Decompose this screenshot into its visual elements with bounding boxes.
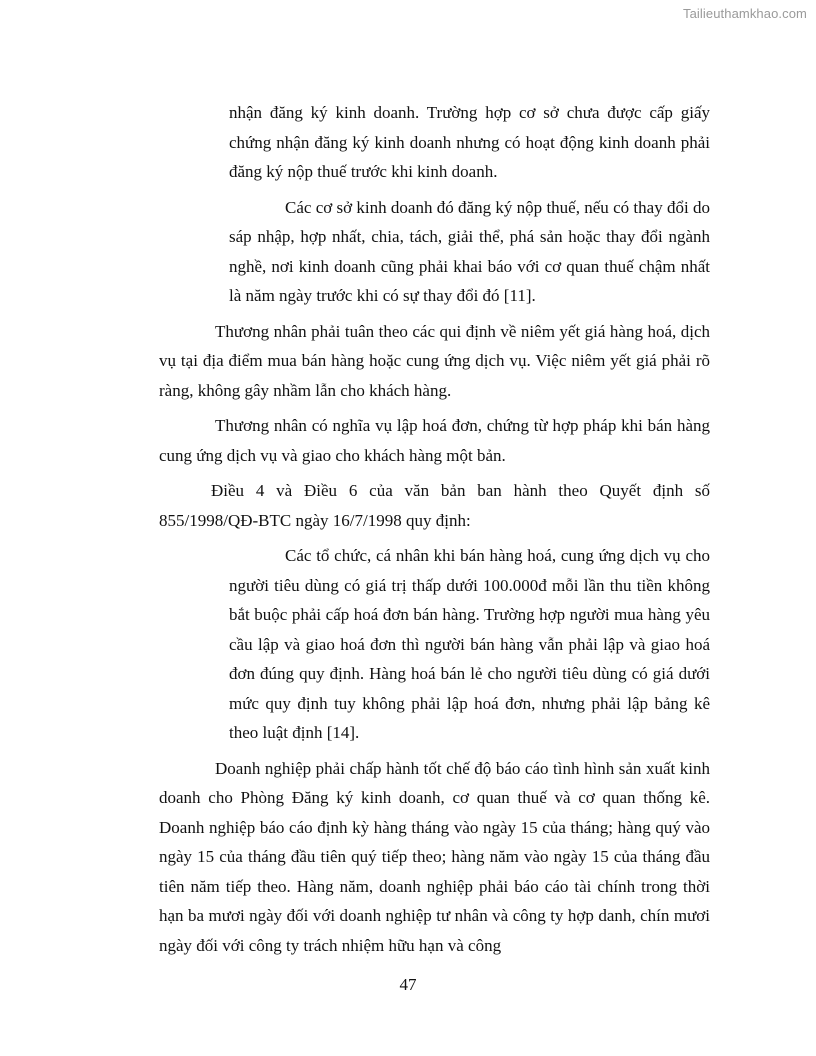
paragraph-reporting-duty: Doanh nghiệp phải chấp hành tốt chế độ báo cáo tình hình sản xuất kinh doanh cho Phòng Đăng ký kinh doanh, cơ quan thuế và cơ quan thống kê. Doanh nghiệp báo cáo định kỳ hàng tháng vào ngày 15 của tháng; hàng quý vào ngày 15 của tháng đầu tiên quý tiếp theo; hàng năm vào ngày 15 của tháng đầu tiên năm tiếp theo. Hàng năm, doanh nghiệp phải báo cáo tài chính trong thời hạn ba mươi ngày đối với doanh nghiệp tư nhân và công ty hợp danh, chín mươi ngày đối với công ty trách nhiệm hữu hạn và công [159, 758, 710, 955]
paragraph-price-listing: Thương nhân phải tuân theo các qui định về niêm yết giá hàng hoá, dịch vụ tại địa điểm mua bán hàng hoặc cung ứng dịch vụ. Việc niêm yết giá phải rõ ràng, không gây nhầm lẫn cho khách hàng. [159, 321, 710, 400]
quote-paragraph-retail-invoice: Các tổ chức, cá nhân khi bán hàng hoá, cung ứng dịch vụ cho người tiêu dùng có giá trị thấp dưới 100.000đ mỗi lần thu tiền không bắt buộc phải cấp hoá đơn bán hàng. Trường hợp người mua hàng yêu cầu lập và giao hoá đơn thì người bán hàng vẫn phải lập và giao hoá đơn đúng quy định. Hàng hoá bán lẻ cho người tiêu dùng có giá dưới mức quy định tuy không phải lập hoá đơn, nhưng phải lập bảng kê theo luật định [14]. [229, 546, 710, 742]
paragraph-decision-reference: Điều 4 và Điều 6 của văn bản ban hành theo Quyết định số 855/1998/QĐ-BTC ngày 16/7/1998 quy định: [159, 481, 710, 530]
paragraph-invoice-duty: Thương nhân có nghĩa vụ lập hoá đơn, chứng từ hợp pháp khi bán hàng cung ứng dịch vụ và giao cho khách hàng một bản. [159, 416, 710, 465]
quote-paragraph-continued: nhận đăng ký kinh doanh. Trường hợp cơ sở chưa được cấp giấy chứng nhận đăng ký kinh doanh nhưng có hoạt động kinh doanh phải đăng ký nộp thuế trước khi kinh doanh. [229, 103, 710, 181]
page-number: 47 [399, 975, 417, 994]
site-watermark: Tailieuthamkhao.com [682, 6, 807, 21]
quote-paragraph-tax-registration: Các cơ sở kinh doanh đó đăng ký nộp thuế, nếu có thay đổi do sáp nhập, hợp nhất, chia, tách, giải thể, phá sản hoặc thay đổi ngành nghề, nơi kinh doanh cũng phải khai báo với cơ quan thuế chậm nhất là năm ngày trước khi có sự thay đổi đó [11]. [229, 197, 710, 305]
document-body [159, 98, 710, 966]
